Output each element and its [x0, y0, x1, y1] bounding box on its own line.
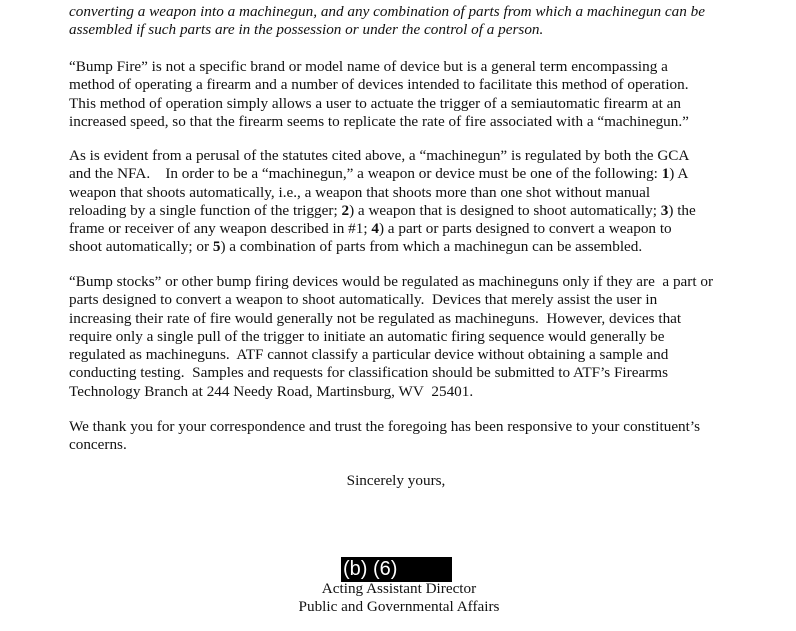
bump-fire-paragraph — [69, 58, 731, 131]
signature-office: Public and Governmental Affairs — [298, 598, 500, 615]
text-segment: ) a part or parts designed to convert a weapon to — [378, 220, 672, 238]
text-line: increasing their rate of fire would generally not be regulated as machineguns. However, devices that — [69, 309, 682, 327]
text-line: “Bump stocks” or other bump firing devices would be regulated as machineguns only if they are a part or — [69, 273, 714, 290]
text-line: “Bump Fire” is not a specific brand or model name of device but is a general term encompassing a — [69, 58, 668, 75]
text-line: assembled if such parts are in the possession or under the control of a person. — [69, 21, 544, 39]
list-number: 5 — [212, 238, 221, 256]
text-line: We thank you for your correspondence and trust the foregoing has been responsive to your constituent’s — [69, 418, 700, 435]
text-line — [69, 238, 731, 256]
bump-stocks-paragraph — [69, 273, 731, 401]
signature-title: Acting Assistant Director — [321, 580, 477, 597]
text-segment: and the NFA. In order to be a “machinegun,” a weapon or device must be one of the following: — [69, 165, 662, 183]
text-line: regulated as machineguns. ATF cannot classify a particular device without obtaining a sample and — [69, 346, 669, 364]
definition-fragment — [69, 3, 731, 40]
text-segment: reloading by a single function of the trigger; — [69, 201, 342, 219]
text-line: concerns. — [69, 436, 127, 454]
text-line: require only a single pull of the trigger to initiate an automatic firing sequence would generally be — [69, 327, 665, 345]
text-line: method of operating a firearm and a number of devices intended to facilitate this method of operation. — [69, 76, 689, 94]
text-line: Technology Branch at 244 Needy Road, Martinsburg, WV 25401. — [69, 382, 474, 400]
text-segment: ) a combination of parts from which a machinegun can be assembled. — [220, 238, 643, 256]
text-segment: ) A — [669, 165, 689, 183]
text-segment: ) a weapon that is designed to shoot automatically; — [349, 201, 661, 219]
redaction-box: (b) (6) — [341, 557, 452, 582]
list-number: 3 — [660, 201, 669, 219]
text-segment: frame or receiver of any weapon described in #1; — [69, 220, 372, 238]
text-segment: shoot automatically; or — [69, 238, 213, 256]
text-segment: ) the — [668, 201, 696, 219]
text-line — [69, 202, 731, 220]
thanks-paragraph — [69, 418, 731, 455]
closing-salutation: Sincerely yours, — [346, 472, 446, 489]
text-line: weapon that shoots automatically, i.e., a weapon that shoots more than one shot without manual — [69, 183, 651, 201]
list-number: 1 — [661, 165, 670, 183]
text-line: parts designed to convert a weapon to shoot automatically. Devices that merely assist the user in — [69, 291, 658, 309]
text-line: conducting testing. Samples and requests for classification should be submitted to ATF’s Firearms — [69, 364, 668, 382]
text-line: converting a weapon into a machinegun, and any combination of parts from which a machinegun can be — [69, 3, 705, 20]
list-number: 4 — [371, 220, 379, 238]
text-line: As is evident from a perusal of the statutes cited above, a “machinegun” is regulated by both the GCA — [69, 147, 690, 164]
text-line — [69, 220, 731, 238]
list-number: 2 — [341, 201, 350, 219]
statutes-paragraph — [69, 147, 731, 257]
text-line: increased speed, so that the firearm seems to replicate the rate of fire associated with a “machinegun.” — [69, 112, 689, 130]
text-line: This method of operation simply allows a user to actuate the trigger of a semiautomatic firearm at an — [69, 94, 681, 112]
text-line — [69, 165, 731, 183]
